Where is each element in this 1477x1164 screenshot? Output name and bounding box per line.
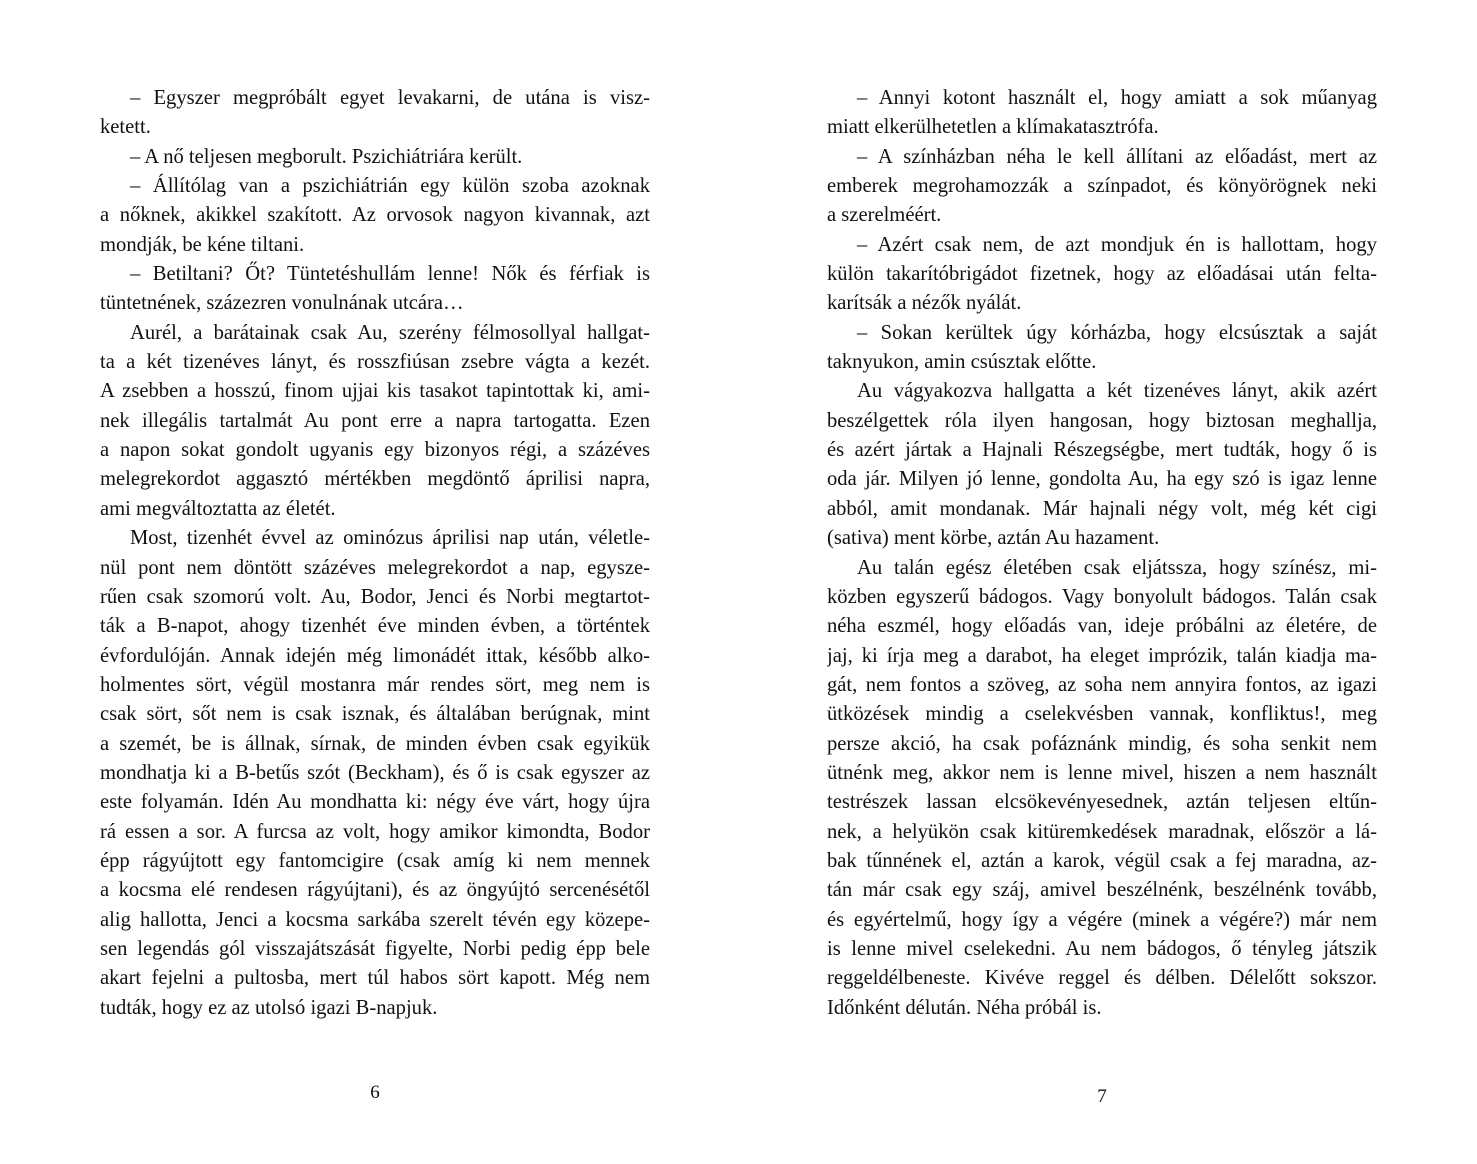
text-line: reggeldélbeneste. Kivéve reggel és délben. Délelőtt sokszor. bbox=[827, 967, 1377, 990]
text-line: rűen csak szomorú volt. Au, Bodor, Jenci és Norbi megtartot- bbox=[100, 585, 650, 608]
text-line: gát, nem fontos a szöveg, az soha nem annyira fontos, az igazi bbox=[827, 673, 1377, 696]
text-line: holmentes sört, végül mostanra már rendes sört, meg nem is bbox=[100, 673, 650, 696]
text-line: alig hallotta, Jenci a kocsma sarkába szerelt tévén egy közepe- bbox=[100, 908, 650, 931]
text-line: nül pont nem döntött százéves melegrekordot a nap, egysze- bbox=[100, 556, 650, 579]
text-line: (sativa) ment körbe, aztán Au hazament. bbox=[827, 527, 1160, 550]
page-number: 7 bbox=[1097, 1086, 1107, 1107]
text-line: este folyamán. Idén Au mondhatta ki: négy éve várt, hogy újra bbox=[100, 791, 650, 814]
text-line: épp rágyújtott egy fantomcigire (csak amíg ki nem mennek bbox=[100, 849, 650, 872]
right-page-text bbox=[827, 84, 1377, 1023]
text-line: ta a két tizenéves lányt, és rosszfiúsan zsebre vágta a kezét. bbox=[100, 351, 650, 374]
text-line: a napon sokat gondolt ugyanis egy bizonyos régi, a százéves bbox=[100, 439, 650, 462]
text-line: – Betiltani? Őt? Tüntetéshullám lenne! Nők és férfiak is bbox=[130, 263, 650, 286]
text-line: a nőknek, akikkel szakított. Az orvosok nagyon kivannak, azt bbox=[100, 204, 650, 227]
text-line: Most, tizenhét évvel az ominózus áprilisi nap után, véletle- bbox=[130, 527, 650, 550]
text-line: oda jár. Milyen jó lenne, gondolta Au, ha egy szó is igaz lenne bbox=[827, 468, 1377, 491]
text-line: rá essen a sor. A furcsa az volt, hogy amikor kimondta, Bodor bbox=[100, 820, 650, 843]
text-line: ütközések mindig a cselekvésben vannak, konfliktus!, meg bbox=[827, 703, 1377, 726]
text-line: nek, a helyükön csak kitüremkedések maradnak, először a lá- bbox=[827, 820, 1377, 843]
text-line: bak tűnnének el, aztán a karok, végül csak a fej maradna, az- bbox=[827, 849, 1377, 872]
text-line: testrészek lassan elcsökevényesednek, aztán teljesen eltűn- bbox=[827, 791, 1377, 814]
text-line: akart fejelni a pultosba, mert túl habos sört kapott. Még nem bbox=[100, 967, 650, 990]
text-line: Aurél, a barátainak csak Au, szerény félmosollyal hallgat- bbox=[130, 321, 650, 344]
text-line: Időnként délután. Néha próbál is. bbox=[827, 996, 1102, 1019]
text-line: taknyukon, amin csúsztak előtte. bbox=[827, 351, 1097, 374]
text-line: a szemét, be is állnak, sírnak, de minden évben csak egyikük bbox=[100, 732, 650, 755]
text-line: miatt elkerülhetetlen a klímakatasztrófa. bbox=[827, 116, 1159, 139]
text-line: néha eszmél, hogy előadás van, ideje próbálni az életére, de bbox=[827, 615, 1377, 638]
text-line: tüntetnének, százezren vonulnának utcára… bbox=[100, 292, 464, 315]
text-line: mondhatja ki a B-betűs szót (Beckham), és ő is csak egyszer az bbox=[100, 761, 650, 784]
text-line: és egyértelmű, hogy így a végére (minek a végére?) már nem bbox=[827, 908, 1377, 931]
text-line: – A nő teljesen megborult. Pszichiátriára került. bbox=[130, 145, 523, 168]
text-line: karítsák a nézők nyálát. bbox=[827, 292, 1022, 315]
text-line: a szerelméért. bbox=[827, 204, 942, 227]
text-line: közben egyszerű bádogos. Vagy bonyolult bádogos. Talán csak bbox=[827, 585, 1377, 608]
left-page-text bbox=[100, 84, 650, 1023]
text-line: – Állítólag van a pszichiátrián egy külön szoba azoknak bbox=[130, 175, 650, 198]
left-page bbox=[0, 0, 738, 1164]
text-line: beszélgettek róla ilyen hangosan, hogy biztosan meghallja, bbox=[827, 409, 1377, 432]
text-line: – Azért csak nem, de azt mondjuk én is hallottam, hogy bbox=[857, 233, 1377, 256]
text-line: mondják, be kéne tiltani. bbox=[100, 233, 305, 256]
text-line: – A színházban néha le kell állítani az előadást, mert az bbox=[857, 145, 1377, 168]
text-line: – Sokan kerültek úgy kórházba, hogy elcsúsztak a saját bbox=[857, 321, 1377, 344]
text-line: nek illegális tartalmát Au pont erre a napra tartogatta. Ezen bbox=[100, 409, 650, 432]
text-line: – Annyi kotont használt el, hogy amiatt a sok műanyag bbox=[857, 87, 1377, 109]
text-line: – Egyszer megpróbált egyet levakarni, de utána is visz- bbox=[130, 87, 650, 109]
text-line: évfordulóján. Annak idején még limonádét ittak, később alko- bbox=[100, 644, 650, 667]
text-line: és azért jártak a Hajnali Részegségbe, mert tudták, hogy ő is bbox=[827, 439, 1377, 462]
text-line: ketett. bbox=[100, 116, 151, 139]
text-line: ták a B-napot, ahogy tizenhét éve minden évben, a történtek bbox=[100, 615, 650, 638]
text-line: A zsebben a hosszú, finom ujjai kis tasakot tapintottak ki, ami- bbox=[100, 380, 650, 403]
text-line: abból, amit mondanak. Már hajnali négy volt, még két cigi bbox=[827, 497, 1377, 520]
text-line: csak sört, sőt nem is csak isznak, és általában berúgnak, mint bbox=[100, 703, 650, 726]
text-line: ami megváltoztatta az életét. bbox=[100, 497, 336, 520]
text-line: ütnénk meg, akkor nem is lenne mivel, hiszen a nem használt bbox=[827, 761, 1377, 784]
text-line: melegrekordot aggasztó mértékben megdöntő áprilisi napra, bbox=[100, 468, 650, 491]
text-line: a kocsma elé rendesen rágyújtani), és az öngyújtó sercenésétől bbox=[100, 879, 650, 902]
text-line: Au vágyakozva hallgatta a két tizenéves lányt, akik azért bbox=[857, 380, 1377, 403]
text-line: emberek megrohamozzák a színpadot, és könyörögnek neki bbox=[827, 175, 1377, 198]
right-page bbox=[738, 0, 1477, 1164]
text-line: tudták, hogy ez az utolsó igazi B-napjuk. bbox=[100, 996, 438, 1019]
page-number: 6 bbox=[370, 1082, 380, 1103]
text-line: is lenne mivel cselekedni. Au nem bádogos, ő tényleg játszik bbox=[827, 937, 1377, 960]
text-line: persze akció, ha csak pofáznánk mindig, és soha senkit nem bbox=[827, 732, 1377, 755]
text-line: sen legendás gól visszajátszását figyelte, Norbi pedig épp bele bbox=[100, 937, 650, 960]
text-line: jaj, ki írja meg a darabot, ha eleget imprózik, talán kiadja ma- bbox=[827, 644, 1377, 667]
text-line: külön takarítóbrigádot fizetnek, hogy az előadásai után felta- bbox=[827, 263, 1377, 286]
text-line: Au talán egész életében csak eljátssza, hogy színész, mi- bbox=[857, 556, 1377, 579]
text-line: tán már csak egy száj, amivel beszélnénk, beszélnénk tovább, bbox=[827, 879, 1377, 902]
